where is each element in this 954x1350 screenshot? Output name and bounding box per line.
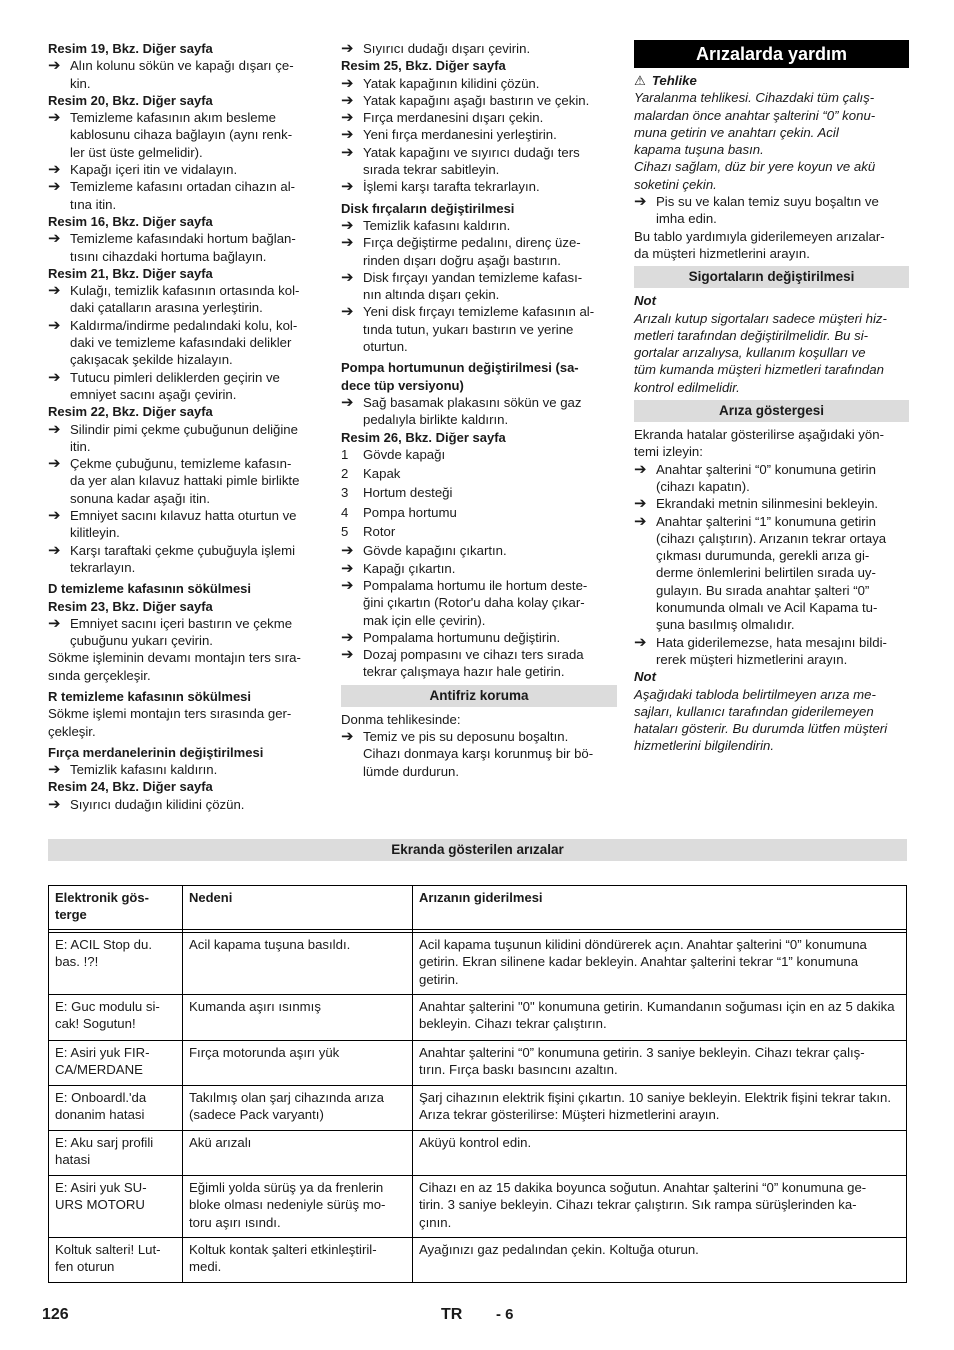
instruction-step (341, 75, 617, 92)
instruction-step (48, 369, 321, 404)
instruction-step (48, 507, 321, 542)
instruction-step (341, 109, 617, 126)
instruction-step (48, 421, 321, 456)
arrow-right-icon: ➔ (48, 420, 61, 438)
cell-remedy: Aküyü kontrol edin. (413, 1131, 907, 1176)
step-text: Silindir pimi çekme çubuğunun deliğine itin. (70, 421, 298, 454)
table-row (49, 1176, 907, 1238)
arrow-right-icon: ➔ (341, 109, 354, 127)
arrow-right-icon: ➔ (634, 460, 647, 478)
instruction-step (341, 40, 617, 57)
arrow-right-icon: ➔ (48, 541, 61, 559)
item-text: Kapak (363, 466, 401, 482)
instruction-step (634, 193, 909, 228)
section-heading: D temizleme kafasının sökülmesi (48, 581, 252, 597)
instruction-step (634, 461, 909, 496)
arrow-right-icon: ➔ (48, 230, 61, 248)
step-text: Yeni fırça merdanesini yerleştirin. (363, 127, 557, 143)
step-text: Tutucu pimleri deliklerden geçirin ve emniyet sacını aşağı çevirin. (70, 369, 280, 402)
table-header-row (49, 886, 907, 930)
item-text: Pompa hortumu (363, 504, 457, 520)
arrow-right-icon: ➔ (634, 193, 647, 211)
instruction-step (48, 57, 321, 92)
instruction-step (341, 303, 617, 355)
arrow-right-icon: ➔ (341, 74, 354, 92)
paragraph: Sökme işleminin devamı montajın ters sıra- sında gerçekleşir. (48, 650, 301, 683)
instruction-step (48, 761, 321, 778)
italic-note-text: Arızalı kutup sigortaları sadece müşteri hiz- metleri tarafından değiştirilmelidir. Bu si- gortalar arızalıysa, kullanım koşulları ve tüm kumanda müşteri hizmetleri tarafından kontrol edilmelidir. (634, 310, 887, 395)
cell-cause: Takılmış olan şarj cihazında arıza (sadece Pack varyantı) (183, 1086, 413, 1131)
instruction-step (341, 577, 617, 629)
section-bar: Arıza göstergesi (634, 400, 909, 422)
instruction-step (48, 109, 321, 161)
arrow-right-icon: ➔ (341, 40, 354, 57)
instruction-step (48, 317, 321, 369)
page-number: 126 (42, 1306, 69, 1323)
italic-note-text: Aşağıdaki tabloda belirtilmeyen arıza me- sajları, kullanıcı tarafından giderilemeyen hataları gösterir. Bu durumda lütfen müşteri hizmetlerini bilgilendirin. (634, 686, 888, 754)
arrow-right-icon: ➔ (341, 91, 354, 109)
warning-triangle-icon: ⚠ (634, 73, 646, 88)
step-text: Temizleme kafasındaki hortum bağlan- tısını cihazdaki hortuma bağlayın. (70, 231, 296, 264)
cell-remedy: Şarj cihazının elektrik fişini çıkartın. 10 saniye bekleyin. Elektrik fişini tekrar takın. Arıza tekrar gösterilirse: Müşteri hizmetlerini arayın. (413, 1086, 907, 1131)
step-text: Kaldırma/indirme pedalındaki kolu, kol- daki ve temizleme kafasındaki delikler çakışacak şekilde hizalayın. (70, 317, 298, 368)
item-number: 2 (341, 466, 349, 482)
instruction-step (341, 178, 617, 195)
note-label: Not (634, 669, 656, 685)
cell-display: E: ACIL Stop du. bas. !?! (49, 933, 183, 995)
arrow-right-icon: ➔ (48, 507, 61, 525)
step-text: Çekme çubuğunu, temizleme kafasın- da yer alan kılavuz hattaki pimle birlikte sonuna kadar aşağı itin. (70, 456, 300, 506)
cell-cause: Akü arızalı (183, 1131, 413, 1176)
step-text: Pompalama hortumu ile hortum deste- ğini çıkartın (Rotor'u daha kolay çıkar- mak için elle çevirin). (363, 577, 588, 628)
paragraph: Donma tehlikesinde: (341, 711, 461, 727)
header-remedy: Arızanın giderilmesi (413, 886, 907, 930)
step-text: Anahtar şalterini “1” konumuna getirin (cihazı çalıştırın). Arızanın tekrar ortaya çıkması durumunda, gerekli arıza gi- derme önlemlerini belirtilen sırada uy- gulayın. Bu sırada anahtar şalteri “0” konumunda olmalı ve Acil Kapama tu- şuna basılmış olmalıdır. (656, 513, 887, 633)
item-text: Hortum desteği (363, 485, 453, 501)
numbered-item (341, 465, 617, 482)
instruction-step (341, 126, 617, 143)
arrow-right-icon: ➔ (341, 542, 354, 560)
table-row (49, 1131, 907, 1176)
table-row (49, 1041, 907, 1086)
numbered-item (341, 523, 617, 540)
section-heading: Resim 23, Bkz. Diğer sayfa (48, 598, 213, 614)
arrow-right-icon: ➔ (48, 109, 61, 127)
section-heading: Resim 19, Bkz. Diğer sayfa (48, 41, 213, 56)
step-text: Kulağı, temizlik kafasının ortasında kol- daki çatalların arasına yerleştirin. (70, 283, 300, 316)
step-text: Karşı taraftaki çekme çubuğuyla işlemi tekrarlayın. (70, 542, 296, 575)
cell-display: E: Guc modulu si- cak! Sogutun! (49, 995, 183, 1041)
arrow-right-icon: ➔ (48, 614, 61, 632)
step-text: Ekrandaki metnin silinmesini bekleyin. (656, 496, 879, 512)
step-text: Kapağı içeri itin ve vidalayın. (70, 162, 238, 178)
section-heading: Disk fırçaların değiştirilmesi (341, 200, 515, 216)
instruction-step (48, 178, 321, 213)
step-text: Dozaj pompasını ve cihazı ters sırada tekrar çalışmaya hazır hale getirin. (363, 647, 584, 680)
arrow-right-icon: ➔ (48, 795, 61, 813)
header-cause: Nedeni (183, 886, 413, 930)
instruction-step (634, 495, 909, 512)
section-page: - 6 (496, 1306, 514, 1323)
language-code: TR (441, 1306, 463, 1323)
cell-remedy: Ayağınızı gaz pedalından çekin. Koltuğa oturun. (413, 1238, 907, 1283)
section-heading: Resim 20, Bkz. Diğer sayfa (48, 92, 213, 108)
instruction-step (48, 615, 321, 650)
step-text: Gövde kapağını çıkartın. (363, 543, 507, 559)
step-text: Yatak kapağını aşağı bastırın ve çekin. (363, 92, 590, 108)
column-right (634, 40, 909, 755)
arrow-right-icon: ➔ (48, 178, 61, 196)
cell-remedy: Anahtar şalterini “0” konumuna getirin. 3 saniye bekleyin. Cihazı tekrar çalış- tırın. Fırça baskı basıncını azaltın. (413, 1041, 907, 1086)
instruction-step (341, 646, 617, 681)
table-row (49, 995, 907, 1041)
item-text: Gövde kapağı (363, 446, 446, 462)
step-text: Yeni disk fırçayı temizleme kafasının al- tında tutun, yukarı bastırın ve yerine oturtun. (363, 304, 595, 355)
step-text: Kapağı çıkartın. (363, 560, 456, 576)
arrow-right-icon: ➔ (48, 316, 61, 334)
arrow-right-icon: ➔ (341, 234, 354, 252)
section-bar: Sigortaların değiştirilmesi (634, 266, 909, 288)
instruction-step (48, 542, 321, 577)
column-left (48, 40, 321, 813)
arrow-right-icon: ➔ (341, 646, 354, 664)
instruction-step (341, 560, 617, 577)
item-number: 4 (341, 504, 349, 520)
arrow-right-icon: ➔ (48, 161, 61, 179)
arrow-right-icon: ➔ (341, 268, 354, 286)
step-text: Anahtar şalterini “0” konumuna getirin (cihazı kapatın). (656, 461, 876, 494)
instruction-step (634, 634, 909, 669)
step-text: Sıyırıcı dudağın kilidini çözün. (70, 796, 245, 812)
cell-remedy: Cihazı en az 15 dakika boyunca soğutun. Anahtar şalterini “0” konumuna ge- tirin. 3 saniye bekleyin. Cihazı tekrar çalıştırın. Sık rampa sürüşlerinden ka- çının. (413, 1176, 907, 1238)
item-text: Rotor (363, 524, 396, 540)
table-row (49, 933, 907, 995)
paragraph: Ekranda hatalar gösterilirse aşağıdaki yön- temi izleyin: (634, 427, 884, 460)
arrow-right-icon: ➔ (48, 455, 61, 473)
step-text: Disk fırçayı yandan temizleme kafası- nın altında dışarı çekin. (363, 269, 583, 303)
instruction-step (341, 269, 617, 304)
cell-display: Koltuk salteri! Lut- fen oturun (49, 1238, 183, 1283)
step-text: Yatak kapağının kilidini çözün. (363, 75, 540, 91)
section-heading: Resim 24, Bkz. Diğer sayfa (48, 779, 213, 795)
section-heading: Resim 16, Bkz. Diğer sayfa (48, 213, 213, 229)
arrow-right-icon: ➔ (341, 559, 354, 577)
italic-note-text: Yaralanma tehlikesi. Cihazdaki tüm çalış- malardan önce anahtar şalterini “0” konu- muna getirin ve anahtarı çekin. Acil kapama tuşuna basın. Cihazı sağlam, düz bir yere koyun ve akü soketini çekin. (634, 90, 876, 192)
instruction-step (48, 230, 321, 265)
chapter-title: Arızalarda yardım (634, 40, 909, 68)
cell-remedy: Anahtar şalterini "0" konumuna getirin. Kumandanın soğuması için en az 5 dakika bekleyin. Cihazı tekrar çalıştırın. (413, 995, 907, 1041)
cell-cause: Kumanda aşırı ısınmış (183, 995, 413, 1041)
cell-remedy: Acil kapama tuşunun kilidini döndürerek açın. Anahtar şalterini “0” konumuna getirin. Ekran silinene kadar bekleyin. Anahtar şalterini tekrar “1” konumuna getirin. (413, 933, 907, 995)
warning-label (634, 72, 909, 89)
instruction-step (341, 217, 617, 234)
instruction-step (341, 234, 617, 269)
step-text: Fırça değiştirme pedalını, direnç üze- rinden dışarı doğru aşağı bastırın. (363, 235, 581, 268)
step-text: Emniyet sacını kılavuz hatta oturtun ve kilitleyin. (70, 508, 297, 541)
instruction-step (341, 542, 617, 559)
section-heading: Resim 25, Bkz. Diğer sayfa (341, 58, 506, 74)
paragraph: Bu tablo yardımıyla giderilemeyen arızalar- da müşteri hizmetlerini arayın. (634, 228, 885, 261)
step-text: Pompalama hortumunu değiştirin. (363, 629, 561, 645)
cell-cause: Fırça motorunda aşırı yük (183, 1041, 413, 1086)
section-heading: Resim 22, Bkz. Diğer sayfa (48, 404, 213, 420)
step-text: Temizleme kafasının akım besleme kablosunu cihaza bağlayın (aynı renk- ler üst üste gelmelidir). (70, 110, 293, 160)
error-table (48, 885, 907, 1283)
item-number: 5 (341, 524, 349, 540)
instruction-step (341, 629, 617, 646)
step-text: Temiz ve pis su deposunu boşaltın. Cihazı donmaya karşı korunmuş bir bö- lümde durdurun. (363, 728, 594, 779)
instruction-step (341, 394, 617, 429)
cell-display: E: Asiri yuk SU- URS MOTORU (49, 1176, 183, 1238)
arrow-right-icon: ➔ (634, 512, 647, 530)
step-text: Pis su ve kalan temiz suyu boşaltın ve imha edin. (656, 194, 879, 227)
arrow-right-icon: ➔ (634, 633, 647, 651)
instruction-step (48, 455, 321, 507)
section-heading: Pompa hortumunun değiştirilmesi (sa- dece tüp versiyonu) (341, 360, 579, 393)
arrow-right-icon: ➔ (48, 368, 61, 386)
section-bar: Antifriz koruma (341, 685, 617, 707)
numbered-item (341, 446, 617, 463)
table-row (49, 1086, 907, 1131)
paragraph: Sökme işlemi montajın ters sırasında ger- çekleşir. (48, 706, 292, 739)
instruction-step (634, 513, 909, 634)
arrow-right-icon: ➔ (341, 143, 354, 161)
instruction-step (341, 728, 617, 780)
step-text: Emniyet sacını içeri bastırın ve çekme çubuğunu yukarı çevirin. (70, 615, 293, 649)
numbered-item (341, 504, 617, 521)
note-label: Not (634, 293, 656, 309)
column-middle (341, 40, 617, 780)
cell-display: E: Aku sarj profili hatasi (49, 1131, 183, 1176)
step-text: Temizlik kafasını kaldırın. (363, 217, 511, 233)
step-text: Sağ basamak plakasını sökün ve gaz pedalıyla birlikte kaldırın. (363, 394, 582, 428)
step-text: İşlemi karşı tarafta tekrarlayın. (363, 179, 540, 195)
item-number: 3 (341, 485, 349, 501)
instruction-step (48, 796, 321, 813)
section-heading: Resim 26, Bkz. Diğer sayfa (341, 429, 506, 445)
arrow-right-icon: ➔ (48, 57, 61, 75)
numbered-item (341, 484, 617, 501)
cell-display: E: Asiri yuk FIR- CA/MERDANE (49, 1041, 183, 1086)
table-row (49, 1238, 907, 1283)
step-text: Temizlik kafasını kaldırın. (70, 762, 218, 778)
step-text: Temizleme kafasını ortadan cihazın al- tına itin. (70, 179, 296, 212)
arrow-right-icon: ➔ (341, 727, 354, 745)
arrow-right-icon: ➔ (48, 761, 61, 779)
arrow-right-icon: ➔ (634, 495, 647, 513)
instruction-step (341, 92, 617, 109)
step-text: Hata giderilemezse, hata mesajını bildi- rerek müşteri hizmetlerini arayın. (656, 634, 887, 667)
instruction-step (48, 282, 321, 317)
item-number: 1 (341, 446, 349, 462)
arrow-right-icon: ➔ (341, 628, 354, 646)
arrow-right-icon: ➔ (341, 393, 354, 411)
arrow-right-icon: ➔ (341, 303, 354, 321)
cell-cause: Acil kapama tuşuna basıldı. (183, 933, 413, 995)
arrow-right-icon: ➔ (341, 576, 354, 594)
section-heading: Resim 21, Bkz. Diğer sayfa (48, 265, 213, 281)
section-heading: Fırça merdanelerinin değiştirilmesi (48, 744, 264, 760)
cell-display: E: Onboardl.'da donanim hatasi (49, 1086, 183, 1131)
header-display: Elektronik gös- terge (49, 886, 183, 930)
step-text: Alın kolunu sökün ve kapağı dışarı çe- kin. (70, 58, 294, 91)
table-title: Ekranda gösterilen arızalar (48, 839, 907, 861)
arrow-right-icon: ➔ (48, 282, 61, 300)
step-text: Yatak kapağını ve sıyırıcı dudağı ters sırada tekrar sabitleyin. (363, 144, 580, 178)
cell-cause: Eğimli yolda sürüş ya da frenlerin bloke olması nedeniyle sürüş mo- toru aşırı ısındı. (183, 1176, 413, 1238)
section-heading: R temizleme kafasının sökülmesi (48, 688, 252, 704)
step-text: Fırça merdanesini dışarı çekin. (363, 110, 544, 126)
arrow-right-icon: ➔ (341, 126, 354, 144)
arrow-right-icon: ➔ (341, 178, 354, 196)
warning-text: Tehlike (651, 73, 697, 88)
instruction-step (341, 144, 617, 179)
step-text: Sıyırıcı dudağı dışarı çevirin. (363, 41, 531, 56)
arrow-right-icon: ➔ (341, 216, 354, 234)
cell-cause: Koltuk kontak şalteri etkinleştiril- medi. (183, 1238, 413, 1283)
instruction-step (48, 161, 321, 178)
